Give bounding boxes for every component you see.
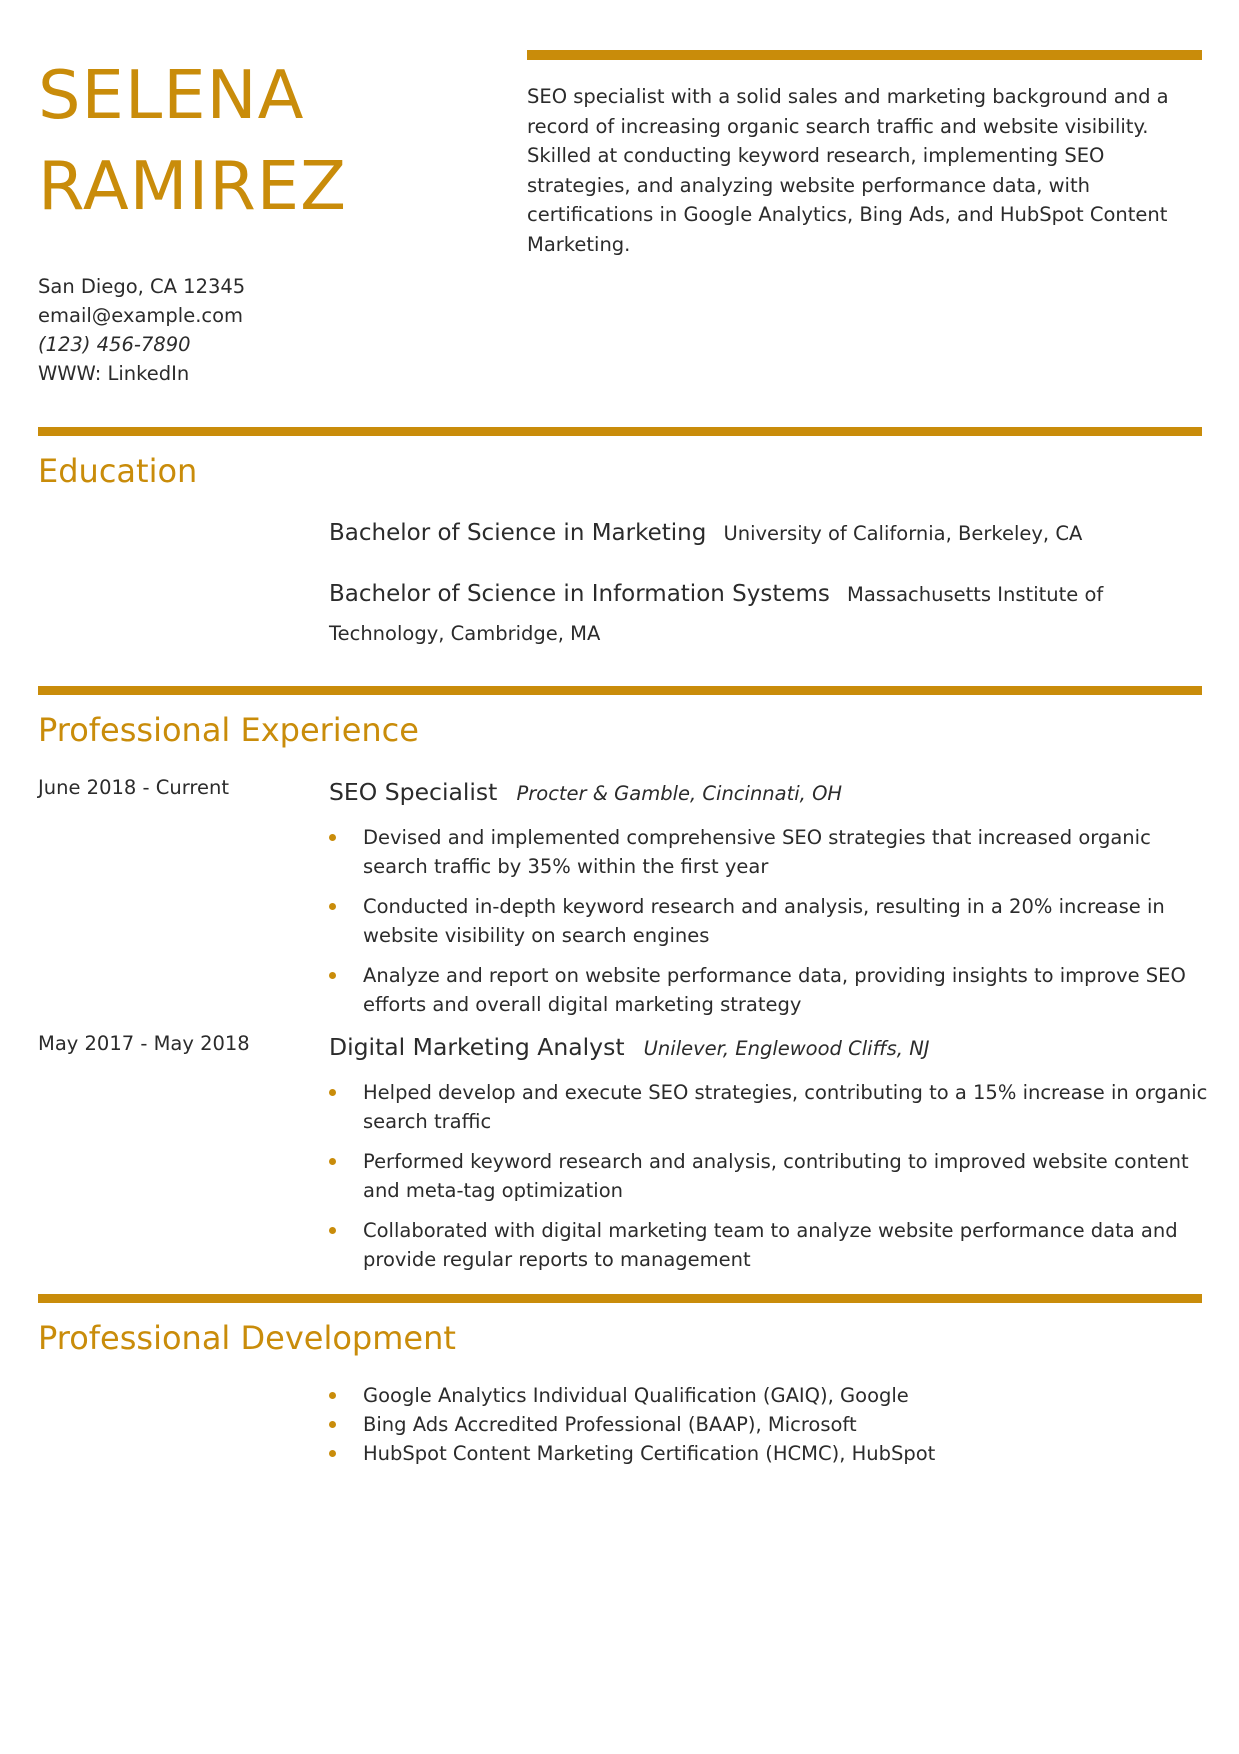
education-item [329, 514, 1149, 554]
contact-email[interactable]: email@example.com [38, 304, 244, 327]
job-title: SEO Specialist [329, 778, 498, 806]
list-item: Collaborated with digital marketing team to analyze website performance data and provide regular reports to management [329, 1216, 1209, 1274]
section-divider [38, 686, 1202, 695]
list-item: HubSpot Content Marketing Certification (HCMC), HubSpot [329, 1439, 1209, 1468]
list-item: Devised and implemented comprehensive SEO strategies that increased organic search traffic by 35% within the first year [329, 823, 1209, 881]
list-item: Helped develop and execute SEO strategies, contributing to a 15% increase in organic search traffic [329, 1078, 1209, 1136]
first-name: SELENA [38, 56, 305, 134]
job-bullets [329, 823, 1209, 1030]
list-item: Bing Ads Accredited Professional (BAAP), Microsoft [329, 1410, 1209, 1439]
education-item [329, 575, 1149, 654]
development-heading: Professional Development [38, 1319, 456, 1357]
education-degree: Bachelor of Science in Marketing [329, 520, 707, 546]
header-divider [527, 50, 1202, 60]
education-heading: Education [38, 452, 198, 490]
education-school: Massachusetts Institute of Technology, Cambridge, MA [329, 583, 1104, 645]
job-dates: June 2018 - Current [38, 776, 229, 799]
contact-phone: (123) 456-7890 [38, 333, 191, 356]
bullet-icon [329, 1227, 336, 1234]
bullet-icon [329, 1089, 336, 1096]
contact-website[interactable]: WWW: LinkedIn [38, 362, 190, 385]
section-divider [38, 1294, 1202, 1303]
bullet-icon [329, 1158, 336, 1165]
experience-heading: Professional Experience [38, 711, 419, 749]
list-item: Google Analytics Individual Qualification (GAIQ), Google [329, 1381, 1209, 1410]
contact-info [38, 272, 245, 388]
job-company: Unilever, Englewood Cliffs, NJ [643, 1037, 930, 1060]
job-dates: May 2017 - May 2018 [38, 1032, 250, 1055]
section-divider [38, 427, 1202, 436]
job-header [329, 1033, 930, 1061]
list-item: Performed keyword research and analysis, contributing to improved website content and meta-tag optimization [329, 1147, 1209, 1205]
education-school: University of California, Berkeley, CA [723, 522, 1083, 545]
list-item: Analyze and report on website performance data, providing insights to improve SEO efforts and overall digital marketing strategy [329, 961, 1209, 1019]
development-list [329, 1381, 1209, 1468]
bullet-icon [329, 1450, 336, 1457]
job-title: Digital Marketing Analyst [329, 1033, 625, 1061]
job-bullets [329, 1078, 1209, 1285]
bullet-icon [329, 1392, 336, 1399]
professional-summary: SEO specialist with a solid sales and marketing background and a record of increasing organic search traffic and website visibility. Skilled at conducting keyword research, implementing SEO strategies, and analyzing website performance data, with certifications in Google Analytics, Bing Ads, and HubSpot Content Marketing. [527, 85, 1169, 256]
bullet-icon [329, 1421, 336, 1428]
job-header [329, 778, 842, 806]
list-item: Conducted in-depth keyword research and analysis, resulting in a 20% increase in website visibility on search engines [329, 892, 1209, 950]
contact-location: San Diego, CA 12345 [38, 275, 246, 298]
bullet-icon [329, 903, 336, 910]
job-company: Procter & Gamble, Cincinnati, OH [516, 782, 843, 805]
education-degree: Bachelor of Science in Information Systems [329, 581, 830, 607]
bullet-icon [329, 972, 336, 979]
bullet-icon [329, 834, 336, 841]
last-name: RAMIREZ [38, 147, 348, 225]
